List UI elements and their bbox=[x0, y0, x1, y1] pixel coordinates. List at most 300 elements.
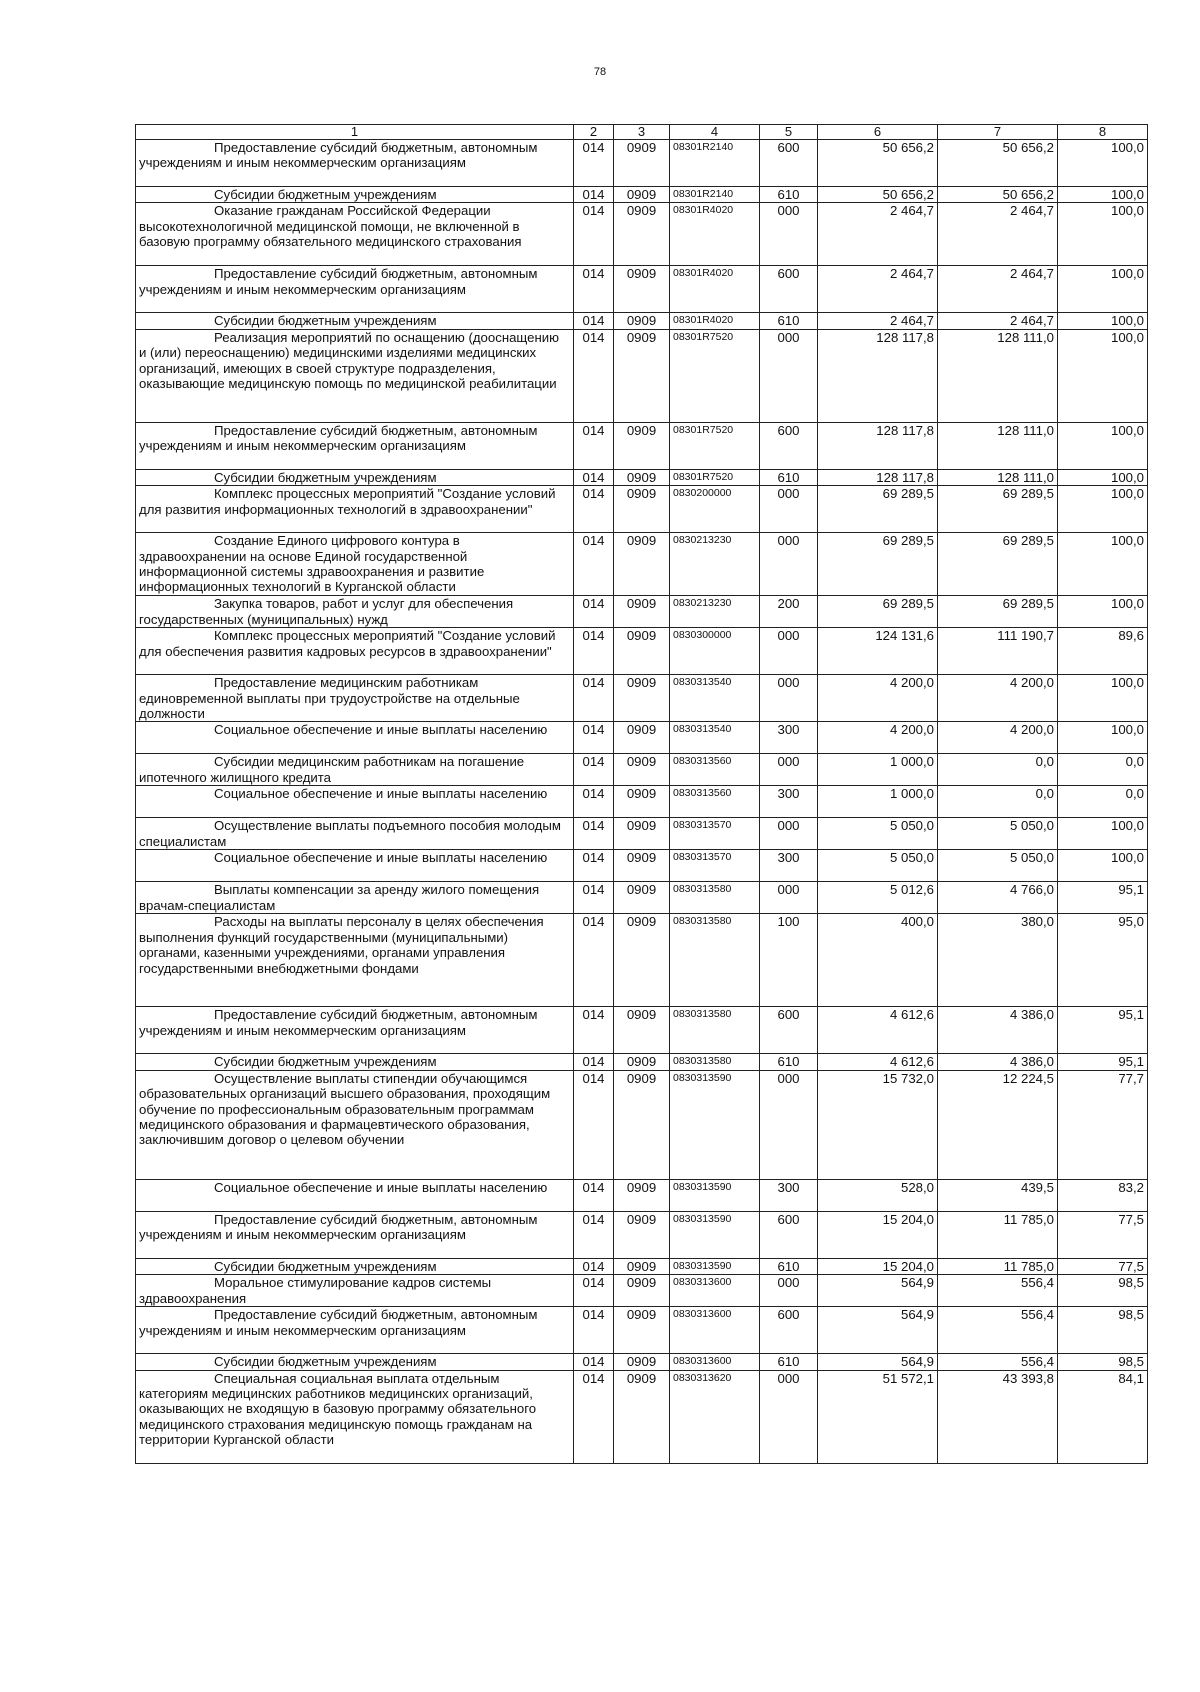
admin-code-cell: 014 bbox=[574, 596, 614, 628]
admin-code-cell: 014 bbox=[574, 187, 614, 203]
planned-amount-cell: 564,9 bbox=[818, 1275, 938, 1307]
admin-code-cell: 014 bbox=[574, 1275, 614, 1307]
item-name-text: Комплекс процессных мероприятий "Создание условий для обеспечения развития кадровых ресурсов в здравоохранении" bbox=[139, 628, 556, 659]
target-article-code-cell: 0830313590 bbox=[670, 1258, 760, 1274]
execution-percent-cell: 77,5 bbox=[1058, 1258, 1148, 1274]
execution-percent-cell: 100,0 bbox=[1058, 203, 1148, 266]
section-code-cell: 0909 bbox=[614, 533, 670, 596]
table-row bbox=[136, 596, 1148, 628]
planned-amount-cell: 15 204,0 bbox=[818, 1258, 938, 1274]
target-article-code-cell: 0830313580 bbox=[670, 1054, 760, 1070]
table-row bbox=[136, 469, 1148, 485]
table-row bbox=[136, 914, 1148, 1007]
executed-amount-cell: 380,0 bbox=[938, 914, 1058, 1007]
execution-percent-cell: 95,1 bbox=[1058, 1054, 1148, 1070]
executed-amount-cell: 439,5 bbox=[938, 1179, 1058, 1211]
admin-code-cell: 014 bbox=[574, 882, 614, 914]
executed-amount-cell: 128 111,0 bbox=[938, 422, 1058, 469]
item-name-cell bbox=[136, 675, 574, 722]
target-article-code-cell: 08301R7520 bbox=[670, 422, 760, 469]
table-row bbox=[136, 266, 1148, 313]
table-row bbox=[136, 329, 1148, 422]
section-code-cell: 0909 bbox=[614, 1054, 670, 1070]
item-name-text: Предоставление медицинским работникам единовременной выплаты при трудоустройстве на отдельные должности bbox=[139, 675, 520, 722]
target-article-code-cell: 08301R7520 bbox=[670, 469, 760, 485]
item-name-cell bbox=[136, 1070, 574, 1179]
execution-percent-cell: 100,0 bbox=[1058, 533, 1148, 596]
item-name-cell bbox=[136, 850, 574, 882]
table-row bbox=[136, 675, 1148, 722]
admin-code-cell: 014 bbox=[574, 140, 614, 187]
planned-amount-cell: 400,0 bbox=[818, 914, 938, 1007]
target-article-code-cell: 0830313590 bbox=[670, 1070, 760, 1179]
expense-type-code-cell: 600 bbox=[760, 422, 818, 469]
item-name-cell bbox=[136, 754, 574, 786]
expense-type-code-cell: 000 bbox=[760, 1070, 818, 1179]
executed-amount-cell: 11 785,0 bbox=[938, 1211, 1058, 1258]
table-row bbox=[136, 1258, 1148, 1274]
admin-code-cell: 014 bbox=[574, 533, 614, 596]
table-row bbox=[136, 1179, 1148, 1211]
item-name-text: Субсидии бюджетным учреждениям bbox=[214, 313, 437, 329]
table-row bbox=[136, 422, 1148, 469]
section-code-cell: 0909 bbox=[614, 596, 670, 628]
expense-type-code-cell: 610 bbox=[760, 187, 818, 203]
expense-type-code-cell: 000 bbox=[760, 675, 818, 722]
target-article-code-cell: 0830313600 bbox=[670, 1307, 760, 1354]
executed-amount-cell: 0,0 bbox=[938, 754, 1058, 786]
execution-percent-cell: 100,0 bbox=[1058, 486, 1148, 533]
item-name-cell bbox=[136, 1007, 574, 1054]
section-code-cell: 0909 bbox=[614, 786, 670, 818]
item-name-text: Моральное стимулирование кадров системы здравоохранения bbox=[139, 1275, 492, 1306]
column-header: 5 bbox=[760, 125, 818, 140]
section-code-cell: 0909 bbox=[614, 1070, 670, 1179]
target-article-code-cell: 0830313580 bbox=[670, 914, 760, 1007]
item-name-text: Создание Единого цифрового контура в здравоохранении на основе Единой государственной информационной системы здравоохранения и развитие информационных технологий в Курганской области bbox=[139, 533, 485, 595]
item-name-text: Предоставление субсидий бюджетным, автономным учреждениям и иным некоммерческим организациям bbox=[139, 1007, 538, 1038]
execution-percent-cell: 100,0 bbox=[1058, 266, 1148, 313]
target-article-code-cell: 08301R4020 bbox=[670, 203, 760, 266]
admin-code-cell: 014 bbox=[574, 266, 614, 313]
execution-percent-cell: 89,6 bbox=[1058, 628, 1148, 675]
item-name-text: Закупка товаров, работ и услуг для обеспечения государственных (муниципальных) нужд bbox=[139, 596, 514, 627]
execution-percent-cell: 100,0 bbox=[1058, 422, 1148, 469]
expense-type-code-cell: 000 bbox=[760, 203, 818, 266]
target-article-code-cell: 0830313540 bbox=[670, 722, 760, 754]
column-header: 8 bbox=[1058, 125, 1148, 140]
planned-amount-cell: 50 656,2 bbox=[818, 187, 938, 203]
section-code-cell: 0909 bbox=[614, 1211, 670, 1258]
item-name-cell bbox=[136, 818, 574, 850]
item-name-cell bbox=[136, 140, 574, 187]
admin-code-cell: 014 bbox=[574, 1354, 614, 1370]
table-row bbox=[136, 786, 1148, 818]
planned-amount-cell: 4 200,0 bbox=[818, 675, 938, 722]
section-code-cell: 0909 bbox=[614, 882, 670, 914]
table-row bbox=[136, 882, 1148, 914]
section-code-cell: 0909 bbox=[614, 266, 670, 313]
planned-amount-cell: 69 289,5 bbox=[818, 486, 938, 533]
executed-amount-cell: 2 464,7 bbox=[938, 266, 1058, 313]
item-name-cell bbox=[136, 1258, 574, 1274]
target-article-code-cell: 0830313580 bbox=[670, 882, 760, 914]
expense-type-code-cell: 600 bbox=[760, 1007, 818, 1054]
column-header: 1 bbox=[136, 125, 574, 140]
item-name-cell bbox=[136, 1179, 574, 1211]
planned-amount-cell: 2 464,7 bbox=[818, 203, 938, 266]
page-number: 78 bbox=[593, 66, 607, 78]
execution-percent-cell: 100,0 bbox=[1058, 596, 1148, 628]
item-name-cell bbox=[136, 469, 574, 485]
target-article-code-cell: 0830313560 bbox=[670, 754, 760, 786]
expense-type-code-cell: 300 bbox=[760, 722, 818, 754]
section-code-cell: 0909 bbox=[614, 914, 670, 1007]
expense-type-code-cell: 000 bbox=[760, 1370, 818, 1463]
item-name-cell bbox=[136, 1354, 574, 1370]
expense-type-code-cell: 000 bbox=[760, 882, 818, 914]
planned-amount-cell: 5 050,0 bbox=[818, 818, 938, 850]
item-name-text: Комплекс процессных мероприятий "Создание условий для развития информационных технологий в здравоохранении" bbox=[139, 486, 556, 517]
expense-type-code-cell: 600 bbox=[760, 266, 818, 313]
target-article-code-cell: 08301R4020 bbox=[670, 266, 760, 313]
expense-type-code-cell: 000 bbox=[760, 1275, 818, 1307]
item-name-cell bbox=[136, 1211, 574, 1258]
executed-amount-cell: 5 050,0 bbox=[938, 818, 1058, 850]
expense-type-code-cell: 600 bbox=[760, 140, 818, 187]
executed-amount-cell: 11 785,0 bbox=[938, 1258, 1058, 1274]
target-article-code-cell: 0830313560 bbox=[670, 786, 760, 818]
planned-amount-cell: 528,0 bbox=[818, 1179, 938, 1211]
execution-percent-cell: 95,1 bbox=[1058, 1007, 1148, 1054]
planned-amount-cell: 4 612,6 bbox=[818, 1007, 938, 1054]
section-code-cell: 0909 bbox=[614, 1370, 670, 1463]
target-article-code-cell: 08301R2140 bbox=[670, 140, 760, 187]
expense-type-code-cell: 300 bbox=[760, 1179, 818, 1211]
table-row bbox=[136, 1054, 1148, 1070]
target-article-code-cell: 0830313590 bbox=[670, 1211, 760, 1258]
table-row bbox=[136, 1070, 1148, 1179]
execution-percent-cell: 100,0 bbox=[1058, 140, 1148, 187]
executed-amount-cell: 128 111,0 bbox=[938, 329, 1058, 422]
planned-amount-cell: 128 117,8 bbox=[818, 469, 938, 485]
execution-percent-cell: 100,0 bbox=[1058, 850, 1148, 882]
executed-amount-cell: 4 386,0 bbox=[938, 1007, 1058, 1054]
item-name-text: Выплаты компенсации за аренду жилого помещения врачам-специалистам bbox=[139, 882, 540, 913]
item-name-cell bbox=[136, 786, 574, 818]
target-article-code-cell: 0830213230 bbox=[670, 533, 760, 596]
item-name-text: Осуществление выплаты стипендии обучающимся образовательных организаций высшего образования, проходящим обучение по профессиональным образовательным программам медицинского образования и фармацевтического образования, заключившим договор о целевом обучении bbox=[139, 1070, 551, 1148]
admin-code-cell: 014 bbox=[574, 850, 614, 882]
target-article-code-cell: 08301R7520 bbox=[670, 329, 760, 422]
planned-amount-cell: 4 200,0 bbox=[818, 722, 938, 754]
planned-amount-cell: 1 000,0 bbox=[818, 754, 938, 786]
item-name-text: Субсидии бюджетным учреждениям bbox=[214, 187, 437, 202]
planned-amount-cell: 564,9 bbox=[818, 1307, 938, 1354]
executed-amount-cell: 128 111,0 bbox=[938, 469, 1058, 485]
execution-percent-cell: 100,0 bbox=[1058, 722, 1148, 754]
table-row bbox=[136, 1007, 1148, 1054]
column-header: 3 bbox=[614, 125, 670, 140]
expense-type-code-cell: 000 bbox=[760, 818, 818, 850]
planned-amount-cell: 124 131,6 bbox=[818, 628, 938, 675]
item-name-cell bbox=[136, 187, 574, 203]
planned-amount-cell: 564,9 bbox=[818, 1354, 938, 1370]
section-code-cell: 0909 bbox=[614, 469, 670, 485]
item-name-cell bbox=[136, 486, 574, 533]
execution-percent-cell: 100,0 bbox=[1058, 469, 1148, 485]
item-name-cell bbox=[136, 1307, 574, 1354]
item-name-text: Субсидии бюджетным учреждениям bbox=[214, 1258, 437, 1274]
item-name-text: Предоставление субсидий бюджетным, автономным учреждениям и иным некоммерческим организациям bbox=[139, 140, 538, 171]
section-code-cell: 0909 bbox=[614, 675, 670, 722]
target-article-code-cell: 0830313570 bbox=[670, 818, 760, 850]
planned-amount-cell: 69 289,5 bbox=[818, 596, 938, 628]
item-name-cell bbox=[136, 722, 574, 754]
admin-code-cell: 014 bbox=[574, 818, 614, 850]
item-name-text: Предоставление субсидий бюджетным, автономным учреждениям и иным некоммерческим организациям bbox=[139, 1211, 538, 1243]
admin-code-cell: 014 bbox=[574, 754, 614, 786]
budget-execution-table bbox=[135, 124, 1148, 1464]
section-code-cell: 0909 bbox=[614, 1354, 670, 1370]
section-code-cell: 0909 bbox=[614, 850, 670, 882]
executed-amount-cell: 4 200,0 bbox=[938, 675, 1058, 722]
target-article-code-cell: 0830313600 bbox=[670, 1354, 760, 1370]
executed-amount-cell: 2 464,7 bbox=[938, 313, 1058, 329]
section-code-cell: 0909 bbox=[614, 187, 670, 203]
target-article-code-cell: 0830300000 bbox=[670, 628, 760, 675]
expense-type-code-cell: 300 bbox=[760, 850, 818, 882]
expense-type-code-cell: 610 bbox=[760, 1054, 818, 1070]
item-name-cell bbox=[136, 1275, 574, 1307]
execution-percent-cell: 98,5 bbox=[1058, 1275, 1148, 1307]
admin-code-cell: 014 bbox=[574, 1307, 614, 1354]
table-row bbox=[136, 313, 1148, 329]
section-code-cell: 0909 bbox=[614, 1179, 670, 1211]
execution-percent-cell: 95,1 bbox=[1058, 882, 1148, 914]
admin-code-cell: 014 bbox=[574, 1070, 614, 1179]
section-code-cell: 0909 bbox=[614, 486, 670, 533]
admin-code-cell: 014 bbox=[574, 313, 614, 329]
executed-amount-cell: 4 386,0 bbox=[938, 1054, 1058, 1070]
column-header: 7 bbox=[938, 125, 1058, 140]
expense-type-code-cell: 000 bbox=[760, 533, 818, 596]
item-name-text: Расходы на выплаты персоналу в целях обеспечения выполнения функций государственными (муниципальными) органами, казенными учреждениями, органами управления государственными внебюджетными фондами bbox=[139, 914, 544, 976]
table-row bbox=[136, 187, 1148, 203]
execution-percent-cell: 100,0 bbox=[1058, 818, 1148, 850]
executed-amount-cell: 43 393,8 bbox=[938, 1370, 1058, 1463]
executed-amount-cell: 69 289,5 bbox=[938, 486, 1058, 533]
item-name-text: Предоставление субсидий бюджетным, автономным учреждениям и иным некоммерческим организациям bbox=[139, 1307, 538, 1338]
planned-amount-cell: 4 612,6 bbox=[818, 1054, 938, 1070]
table-row bbox=[136, 722, 1148, 754]
expense-type-code-cell: 600 bbox=[760, 1211, 818, 1258]
execution-percent-cell: 77,5 bbox=[1058, 1211, 1148, 1258]
admin-code-cell: 014 bbox=[574, 675, 614, 722]
item-name-text: Социальное обеспечение и иные выплаты населению bbox=[214, 850, 548, 866]
expense-type-code-cell: 000 bbox=[760, 486, 818, 533]
expense-type-code-cell: 600 bbox=[760, 1307, 818, 1354]
executed-amount-cell: 4 200,0 bbox=[938, 722, 1058, 754]
admin-code-cell: 014 bbox=[574, 628, 614, 675]
executed-amount-cell: 556,4 bbox=[938, 1354, 1058, 1370]
target-article-code-cell: 0830313620 bbox=[670, 1370, 760, 1463]
expense-type-code-cell: 100 bbox=[760, 914, 818, 1007]
execution-percent-cell: 100,0 bbox=[1058, 313, 1148, 329]
target-article-code-cell: 0830313580 bbox=[670, 1007, 760, 1054]
planned-amount-cell: 2 464,7 bbox=[818, 266, 938, 313]
item-name-text: Специальная социальная выплата отдельным категориям медицинских работников медицинских организаций, оказывающих не входящую в базовую программу обязательного медицинского страхования медицинскую помощь гражданам на территории Курганской области bbox=[139, 1370, 537, 1448]
planned-amount-cell: 2 464,7 bbox=[818, 313, 938, 329]
section-code-cell: 0909 bbox=[614, 818, 670, 850]
admin-code-cell: 014 bbox=[574, 329, 614, 422]
executed-amount-cell: 0,0 bbox=[938, 786, 1058, 818]
item-name-cell bbox=[136, 203, 574, 266]
expense-type-code-cell: 000 bbox=[760, 754, 818, 786]
target-article-code-cell: 08301R4020 bbox=[670, 313, 760, 329]
item-name-cell bbox=[136, 882, 574, 914]
admin-code-cell: 014 bbox=[574, 1054, 614, 1070]
execution-percent-cell: 98,5 bbox=[1058, 1307, 1148, 1354]
table-row bbox=[136, 533, 1148, 596]
admin-code-cell: 014 bbox=[574, 1007, 614, 1054]
table-row bbox=[136, 628, 1148, 675]
item-name-cell bbox=[136, 1370, 574, 1463]
admin-code-cell: 014 bbox=[574, 722, 614, 754]
column-header: 4 bbox=[670, 125, 760, 140]
section-code-cell: 0909 bbox=[614, 754, 670, 786]
item-name-text: Оказание гражданам Российской Федерации высокотехнологичной медицинской помощи, не включенной в базовую программу обязательного медицинского страхования bbox=[139, 203, 522, 250]
column-header: 6 bbox=[818, 125, 938, 140]
planned-amount-cell: 50 656,2 bbox=[818, 140, 938, 187]
table-row bbox=[136, 1370, 1148, 1463]
section-code-cell: 0909 bbox=[614, 1258, 670, 1274]
target-article-code-cell: 0830200000 bbox=[670, 486, 760, 533]
planned-amount-cell: 5 050,0 bbox=[818, 850, 938, 882]
executed-amount-cell: 50 656,2 bbox=[938, 140, 1058, 187]
expense-type-code-cell: 610 bbox=[760, 1354, 818, 1370]
table-row bbox=[136, 818, 1148, 850]
item-name-text: Социальное обеспечение и иные выплаты населению bbox=[214, 1179, 548, 1195]
item-name-text: Предоставление субсидий бюджетным, автономным учреждениям и иным некоммерческим организациям bbox=[139, 266, 538, 297]
table-row bbox=[136, 1211, 1148, 1258]
column-header: 2 bbox=[574, 125, 614, 140]
executed-amount-cell: 5 050,0 bbox=[938, 850, 1058, 882]
item-name-text: Субсидии бюджетным учреждениям bbox=[214, 1354, 437, 1370]
execution-percent-cell: 84,1 bbox=[1058, 1370, 1148, 1463]
planned-amount-cell: 1 000,0 bbox=[818, 786, 938, 818]
execution-percent-cell: 77,7 bbox=[1058, 1070, 1148, 1179]
item-name-cell bbox=[136, 914, 574, 1007]
item-name-text: Осуществление выплаты подъемного пособия молодым специалистам bbox=[139, 818, 561, 849]
expense-type-code-cell: 300 bbox=[760, 786, 818, 818]
planned-amount-cell: 69 289,5 bbox=[818, 533, 938, 596]
item-name-text: Реализация мероприятий по оснащению (дооснащению и (или) переоснащению) медицинскими изделиями медицинских организаций, имеющих в своей структуре подразделения, оказывающие медицинскую помощь по медицинской реабилитации bbox=[139, 329, 560, 392]
executed-amount-cell: 50 656,2 bbox=[938, 187, 1058, 203]
admin-code-cell: 014 bbox=[574, 469, 614, 485]
target-article-code-cell: 0830213230 bbox=[670, 596, 760, 628]
table-body bbox=[136, 140, 1148, 1464]
item-name-cell bbox=[136, 596, 574, 628]
expense-type-code-cell: 200 bbox=[760, 596, 818, 628]
admin-code-cell: 014 bbox=[574, 422, 614, 469]
admin-code-cell: 014 bbox=[574, 1211, 614, 1258]
item-name-text: Субсидии бюджетным учреждениям bbox=[214, 1054, 437, 1070]
planned-amount-cell: 5 012,6 bbox=[818, 882, 938, 914]
planned-amount-cell: 51 572,1 bbox=[818, 1370, 938, 1463]
admin-code-cell: 014 bbox=[574, 914, 614, 1007]
item-name-text: Субсидии бюджетным учреждениям bbox=[214, 469, 437, 485]
table-row bbox=[136, 1275, 1148, 1307]
section-code-cell: 0909 bbox=[614, 203, 670, 266]
admin-code-cell: 014 bbox=[574, 786, 614, 818]
table-row bbox=[136, 850, 1148, 882]
planned-amount-cell: 128 117,8 bbox=[818, 422, 938, 469]
item-name-cell bbox=[136, 533, 574, 596]
execution-percent-cell: 0,0 bbox=[1058, 754, 1148, 786]
section-code-cell: 0909 bbox=[614, 628, 670, 675]
target-article-code-cell: 0830313600 bbox=[670, 1275, 760, 1307]
admin-code-cell: 014 bbox=[574, 486, 614, 533]
admin-code-cell: 014 bbox=[574, 1179, 614, 1211]
planned-amount-cell: 15 204,0 bbox=[818, 1211, 938, 1258]
item-name-cell bbox=[136, 1054, 574, 1070]
table-row bbox=[136, 754, 1148, 786]
target-article-code-cell: 0830313570 bbox=[670, 850, 760, 882]
expense-type-code-cell: 000 bbox=[760, 628, 818, 675]
execution-percent-cell: 83,2 bbox=[1058, 1179, 1148, 1211]
section-code-cell: 0909 bbox=[614, 1275, 670, 1307]
section-code-cell: 0909 bbox=[614, 422, 670, 469]
execution-percent-cell: 100,0 bbox=[1058, 329, 1148, 422]
item-name-cell bbox=[136, 329, 574, 422]
executed-amount-cell: 4 766,0 bbox=[938, 882, 1058, 914]
section-code-cell: 0909 bbox=[614, 313, 670, 329]
executed-amount-cell: 69 289,5 bbox=[938, 533, 1058, 596]
execution-percent-cell: 95,0 bbox=[1058, 914, 1148, 1007]
expense-type-code-cell: 610 bbox=[760, 469, 818, 485]
target-article-code-cell: 0830313590 bbox=[670, 1179, 760, 1211]
item-name-text: Социальное обеспечение и иные выплаты населению bbox=[214, 722, 548, 738]
executed-amount-cell: 69 289,5 bbox=[938, 596, 1058, 628]
section-code-cell: 0909 bbox=[614, 722, 670, 754]
execution-percent-cell: 0,0 bbox=[1058, 786, 1148, 818]
table-row bbox=[136, 1354, 1148, 1370]
execution-percent-cell: 100,0 bbox=[1058, 187, 1148, 203]
section-code-cell: 0909 bbox=[614, 329, 670, 422]
expense-type-code-cell: 000 bbox=[760, 329, 818, 422]
target-article-code-cell: 0830313540 bbox=[670, 675, 760, 722]
item-name-cell bbox=[136, 313, 574, 329]
planned-amount-cell: 128 117,8 bbox=[818, 329, 938, 422]
executed-amount-cell: 111 190,7 bbox=[938, 628, 1058, 675]
executed-amount-cell: 2 464,7 bbox=[938, 203, 1058, 266]
table-row bbox=[136, 203, 1148, 266]
expense-type-code-cell: 610 bbox=[760, 1258, 818, 1274]
section-code-cell: 0909 bbox=[614, 140, 670, 187]
executed-amount-cell: 556,4 bbox=[938, 1275, 1058, 1307]
target-article-code-cell: 08301R2140 bbox=[670, 187, 760, 203]
table-row bbox=[136, 140, 1148, 187]
column-number-row bbox=[136, 125, 1148, 140]
item-name-cell bbox=[136, 422, 574, 469]
item-name-text: Социальное обеспечение и иные выплаты населению bbox=[214, 786, 548, 802]
section-code-cell: 0909 bbox=[614, 1007, 670, 1054]
item-name-text: Субсидии медицинским работникам на погашение ипотечного жилищного кредита bbox=[139, 754, 525, 785]
table-row bbox=[136, 486, 1148, 533]
item-name-cell bbox=[136, 266, 574, 313]
admin-code-cell: 014 bbox=[574, 203, 614, 266]
